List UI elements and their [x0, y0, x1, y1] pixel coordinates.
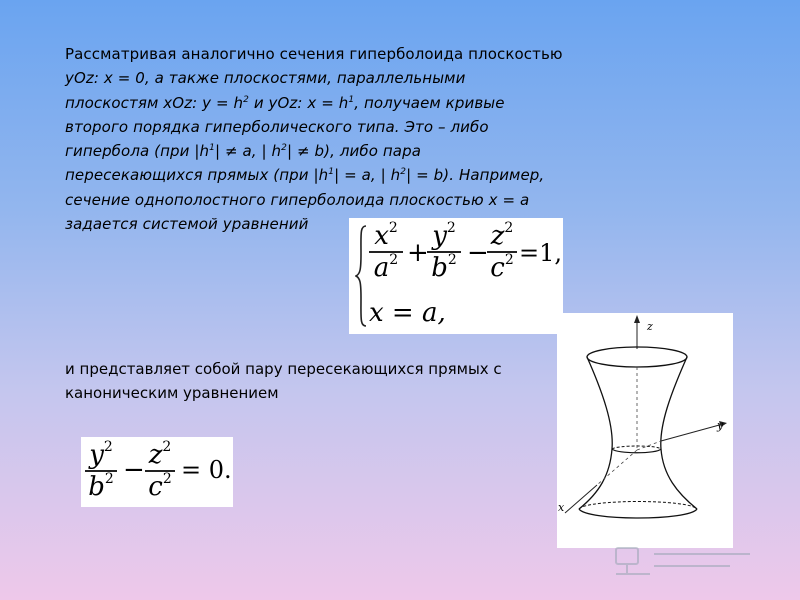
y-axis-label: y — [717, 419, 724, 432]
watermark-logo-icon — [610, 540, 760, 580]
text-line: гипербола (при $|h^1| \ne a$, | $h^2| \ne b$), либо пара — [65, 142, 422, 161]
minus-sign: − — [467, 238, 489, 268]
hyperboloid-figure — [557, 313, 733, 548]
y-axis-hidden — [637, 441, 661, 450]
text-line: сечение однополостного гиперболоида плоскостью x = a — [65, 190, 530, 209]
fraction-y-b: $y^2$ $b^2$ — [427, 222, 461, 282]
brace-icon — [355, 224, 367, 328]
equation-x-equals-a: x = a, — [369, 298, 446, 328]
paragraph-secondary — [65, 357, 545, 406]
bottom-ellipse-back — [579, 502, 697, 510]
fraction-x-a: $x^2$ $a^2$ — [369, 222, 403, 282]
text-line: плоскостям xOz: $y = h^2$ и yOz: $x = h^1$, получаем кривые — [65, 93, 505, 112]
fraction-y-b: $y^2$ $b^2$ — [85, 441, 117, 501]
text-line: Рассматривая аналогично сечения гиперболоида плоскостью — [65, 45, 563, 63]
equals-zero: = 0. — [181, 456, 232, 484]
z-axis-label: z — [647, 320, 653, 333]
text-line: и представляет собой пару пересекающихся прямых с — [65, 360, 502, 378]
text-line: задается системой уравнений — [65, 215, 309, 234]
z-axis-arrow-icon — [634, 315, 640, 323]
plus-sign: + — [407, 238, 429, 268]
fraction-z-c: $z^2$ $c^2$ — [145, 441, 175, 501]
equals-one: =1, — [519, 239, 563, 267]
bottom-ellipse-front — [579, 509, 697, 518]
equation-system — [349, 218, 563, 334]
waist-back — [612, 446, 661, 449]
canonical-equation — [81, 437, 233, 507]
x-axis — [565, 485, 597, 513]
text-line: yOz: x = 0, а также плоскостями, параллельными — [65, 69, 466, 88]
text-line: каноническим уравнением — [65, 384, 279, 403]
hyperboloid-diagram — [557, 313, 733, 548]
fraction-z-c: $z^2$ $c^2$ — [487, 222, 517, 282]
y-axis — [661, 424, 723, 441]
text-line: второго порядка гиперболического типа. Это – либо — [65, 117, 489, 136]
text-line: пересекающихся прямых (при $|h^1| = a$, | $h^2| = b$). Например, — [65, 166, 545, 185]
x-axis-hidden — [597, 450, 637, 485]
top-ellipse — [587, 347, 687, 367]
paragraph-main — [65, 42, 605, 236]
x-axis-label: x — [558, 501, 565, 514]
minus-sign: − — [123, 455, 145, 485]
